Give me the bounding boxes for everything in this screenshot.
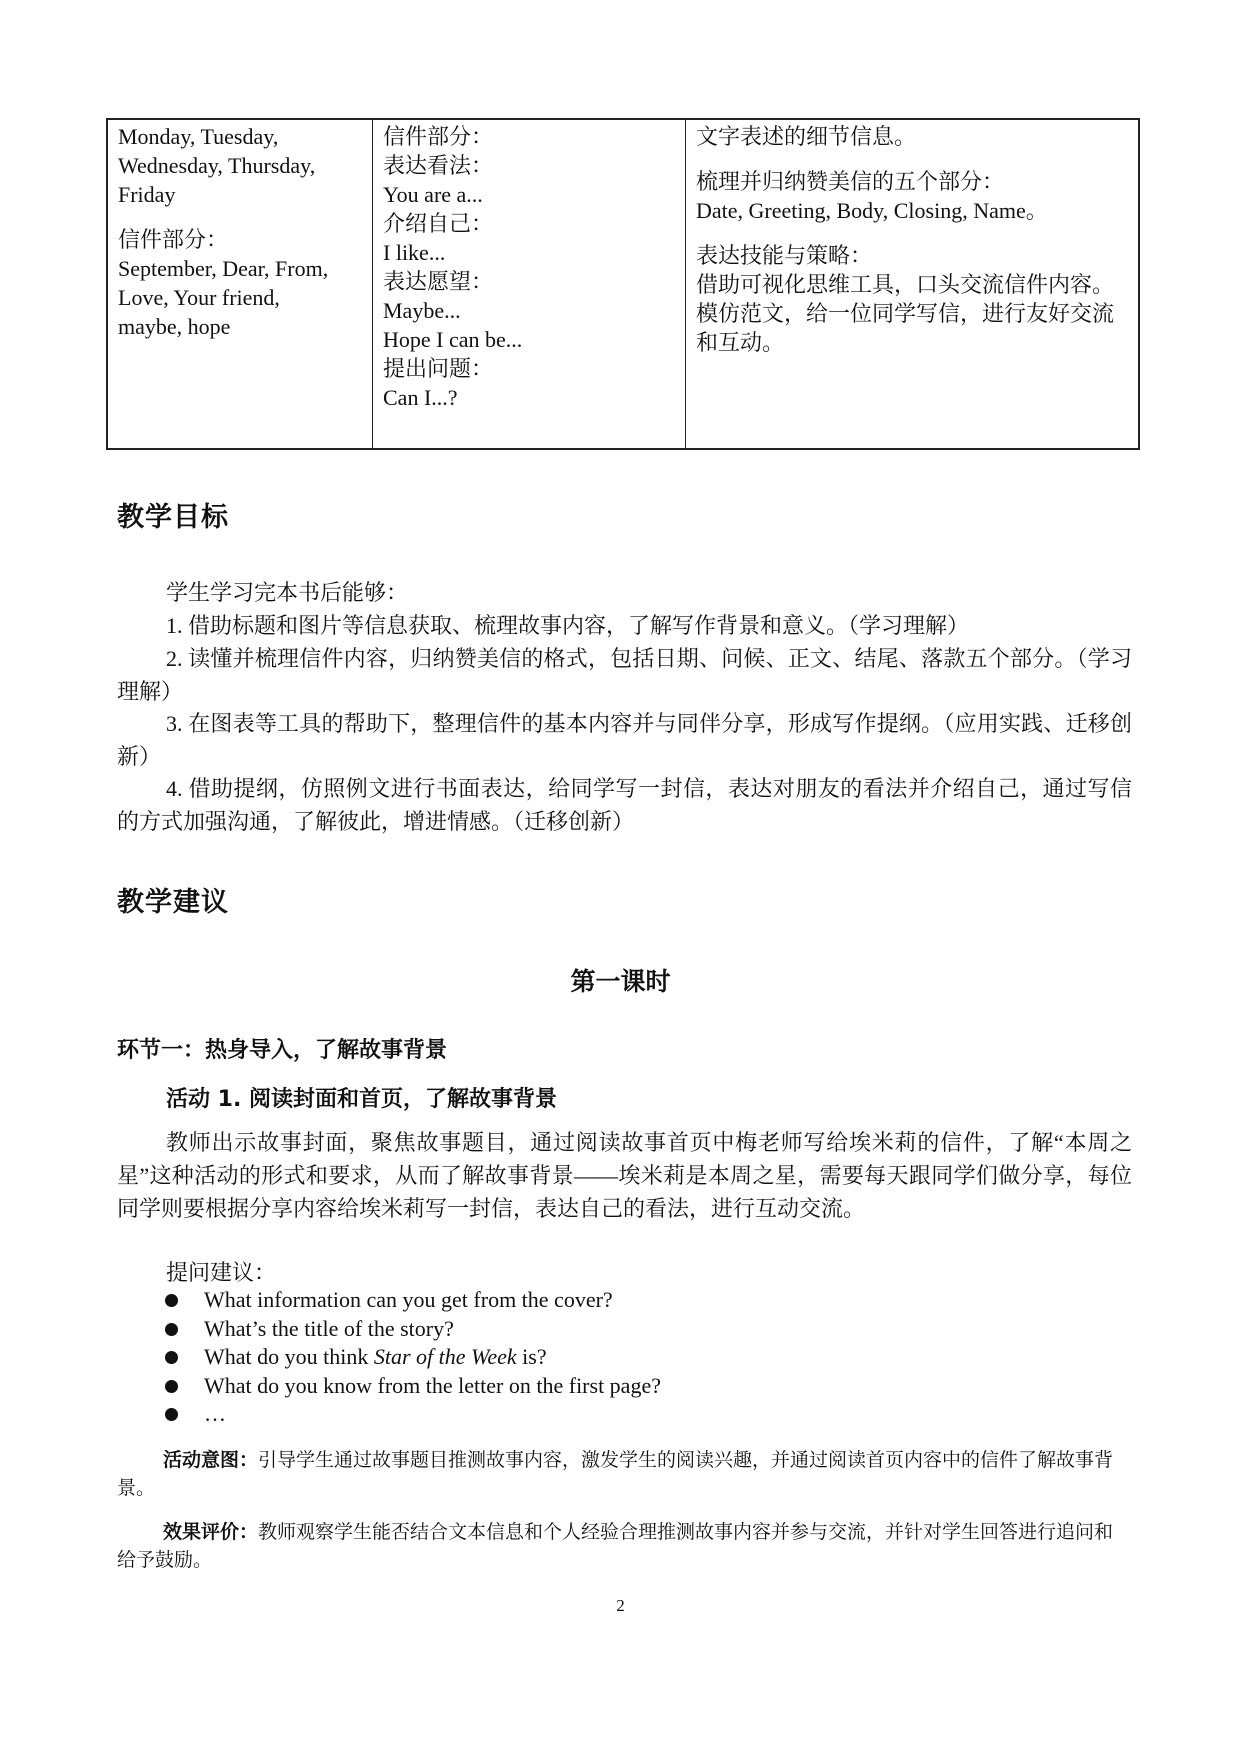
table-text: You are a... [383,182,483,207]
table-text: I like... [383,240,446,265]
activity-intent: 活动意图：引导学生通过故事题目推测故事内容，激发学生的阅读兴趣，并通过阅读首页内容中的信件了解故事背景。 [117,1449,1114,1499]
list-item: What’s the title of the story? [117,1315,661,1344]
table-text: 信件部分： [383,124,494,149]
table-text: Monday, Tuesday, [118,124,279,149]
table-text: 介绍自己： [383,211,494,236]
table-text: Love, Your friend, [118,285,280,310]
table-text: September, Dear, From, [118,256,329,281]
activity-body: 教师出示故事封面，聚焦故事题目，通过阅读故事首页中梅老师写给埃米莉的信件，了解“本周之星”这种活动的形式和要求，从而了解故事背景——埃米莉是本周之星，需要每天跟同学们做分享，每位同学则要根据分享内容给埃米莉写一封信，表达自己的看法，进行互动交流。 [117,1130,1132,1221]
goal-item: 1. 借助标题和图片等信息获取、梳理故事内容，了解写作背景和意义。（学习理解） [166,613,970,638]
effect-evaluation: 效果评价：教师观察学生能否结合文本信息和个人经验合理推测故事内容并参与交流，并针对学生回答进行追问和给予鼓励。 [117,1521,1114,1571]
table-column-vocabulary [108,120,372,448]
table-text: Can I...? [383,385,458,410]
table-text: 模仿范文，给一位同学写信，进行友好交流和互动。 [696,301,1115,355]
table-text: 信件部分： [118,227,229,252]
table-text: 提出问题： [383,356,494,381]
page-number: 2 [616,1596,625,1615]
goal-item: 4. 借助提纲，仿照例文进行书面表达，给同学写一封信，表达对朋友的看法并介绍自己，通过写信的方式加强沟通，了解彼此，增进情感。（迁移创新） [117,776,1132,834]
goal-item: 2. 读懂并梳理信件内容，归纳赞美信的格式，包括日期、问候、正文、结尾、落款五个部分。（学习理解） [117,646,1132,704]
goal-item: 3. 在图表等工具的帮助下，整理信件的基本内容并与同伴分享，形成写作提纲。（应用实践、迁移创新） [117,711,1132,769]
step-title: 环节一：热身导入，了解故事背景 [117,1038,448,1063]
table-text: maybe, hope [118,314,231,339]
list-item: What do you know from the letter on the first page? [117,1372,661,1401]
table-text: Friday [118,182,176,207]
table-column-skills [685,120,1138,448]
table-text: Date, Greeting, Body, Closing, Name。 [696,198,1048,223]
activity-title: 活动 1. 阅读封面和首页，了解故事背景 [166,1087,557,1112]
question-list [117,1286,661,1429]
bullet-icon [165,1380,178,1393]
section-heading-suggestions: 教学建议 [117,887,229,918]
list-item: What information can you get from the cover? [117,1286,661,1315]
table-column-sentences [372,120,685,448]
table-text: Hope I can be... [383,327,523,352]
goals-intro: 学生学习完本书后能够： [166,580,409,605]
question-label: 提问建议： [166,1260,277,1285]
table-text: 表达愿望： [383,269,494,294]
bullet-icon [165,1294,178,1307]
section-heading-goals: 教学目标 [117,502,229,533]
table-text: 文字表述的细节信息。 [696,124,917,149]
table-text: Wednesday, Thursday, [118,153,316,178]
list-item: … [117,1400,661,1429]
lesson-title: 第一课时 [570,967,671,996]
table-text: 借助可视化思维工具，口头交流信件内容。 [696,272,1115,297]
bullet-icon [165,1351,178,1364]
list-item: What do you think Star of the Week is? [117,1343,661,1372]
bullet-icon [165,1323,178,1336]
table-text: 梳理并归纳赞美信的五个部分： [696,169,1005,194]
table-text: Maybe... [383,298,461,323]
table-text: 表达看法： [383,153,494,178]
content-table [106,118,1140,450]
table-text: 表达技能与策略： [696,243,873,268]
bullet-icon [165,1408,178,1421]
